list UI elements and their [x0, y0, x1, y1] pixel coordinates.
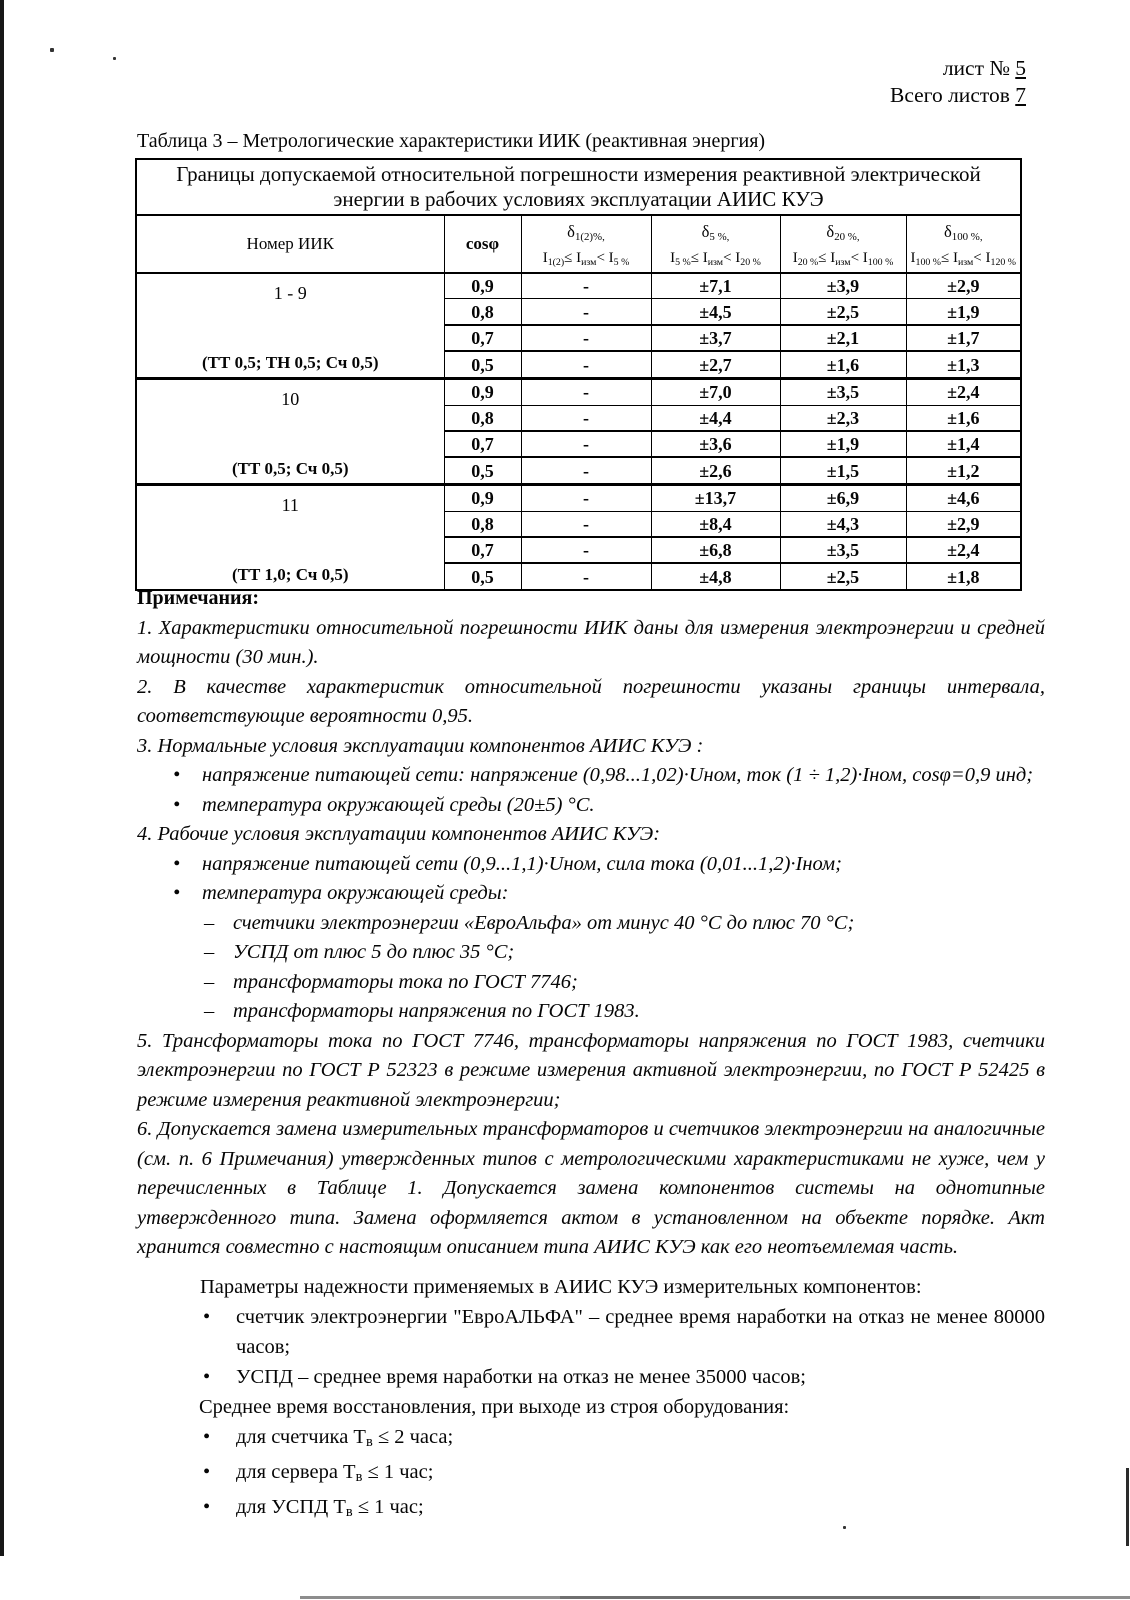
data-cell: 0,5 [444, 351, 521, 378]
data-cell: 0,8 [444, 511, 521, 537]
note-dash-text: счетчики электроэнергии «ЕвроАльфа» от минус 40 °С до плюс 70 °С; [233, 911, 855, 934]
col-header-iik-number: Номер ИИК [136, 215, 444, 273]
data-cell: ±1,9 [906, 299, 1021, 325]
col-header-delta-5 [651, 215, 780, 273]
recovery-bullet-text: для сервера $Т_в \le 1$ час; [236, 1460, 434, 1485]
metrology-table [135, 158, 1022, 591]
table-caption: Таблица 3 – Метрологические характеристики ИИК (реактивная энергия) [137, 130, 766, 152]
data-cell: ±7,0 [651, 379, 780, 406]
sheet-number-value: 5 [1015, 56, 1026, 80]
data-cell: ±6,8 [651, 537, 780, 564]
data-cell: ±1,6 [906, 405, 1021, 431]
table-merged-header-row [136, 159, 1021, 215]
iik-group-number: 11 [281, 495, 299, 515]
scan-speck [113, 57, 116, 60]
reliability-bullet-item [203, 1362, 1045, 1392]
delta-symbol: $\delta_{5 \%,}$ [701, 222, 730, 244]
scan-bottom-strip-dark [560, 1596, 980, 1599]
data-cell: - [521, 405, 651, 431]
data-cell: ±3,7 [651, 325, 780, 352]
data-cell: ±3,5 [780, 537, 906, 564]
note-paragraph-5: 5. Трансформаторы тока по ГОСТ 7746, трансформаторы напряжения по ГОСТ 1983, счетчики электроэнергии по ГОСТ Р 52323 в режиме измерения активной электроэнергии, по ГОСТ Р 52425 в режиме измерения реактивной электроэнергии; [137, 1029, 1045, 1111]
iik-group-number: 10 [281, 389, 300, 409]
current-range: $I_{1(2)}\le I_{изм}< I_{5 \%}$ [542, 249, 630, 268]
col-header-cos-phi: cosφ [444, 215, 521, 273]
recovery-bullet-text: для счетчика $Т_в \le 2$ часа; [236, 1426, 454, 1450]
data-cell: 0,9 [444, 273, 521, 299]
delta-symbol: $\delta_{1(2)\%,}$ [567, 222, 605, 244]
data-cell: ±1,3 [906, 351, 1021, 378]
notes-heading: Примечания: [137, 587, 260, 609]
table-merged-header: Границы допускаемой относительной погрешности измерения реактивной электрической энергии в рабочих условиях эксплуатации АИИС КУЭ [136, 159, 1021, 215]
note-paragraph-1: 1. Характеристики относительной погрешности ИИК даны для измерения электроэнергии и средней мощности (30 мин.). [137, 616, 1045, 668]
note-dash-text: УСПД от плюс 5 до плюс 35 °С; [233, 941, 515, 963]
reliability-intro: Параметры надежности применяемых в АИИС КУЭ измерительных компонентов: [200, 1276, 922, 1298]
dash-marker: – [204, 911, 215, 934]
note-dash-item [204, 938, 1045, 968]
data-cell: ±2,4 [906, 537, 1021, 564]
data-cell: 0,5 [444, 457, 521, 484]
sheet-number-line [890, 55, 1026, 82]
data-cell: ±3,5 [780, 379, 906, 406]
note-dash-item [204, 997, 1045, 1027]
recovery-bullet-item [203, 1492, 1045, 1527]
note-bullet-text: температура окружающей среды: [202, 882, 509, 904]
iik-group-10 [136, 379, 444, 485]
data-cell: 0,5 [444, 563, 521, 590]
reliability-bullet-text: счетчик электроэнергии "ЕвроАЛЬФА" – среднее время наработки на отказ не менее 80000 часов; [236, 1306, 1045, 1358]
table-row [136, 485, 1021, 512]
note-bullet-text: температура окружающей среды (20±5) °С. [202, 793, 595, 816]
iik-group-spec: (ТТ 0,5; Сч 0,5) [231, 459, 349, 478]
data-cell: - [521, 537, 651, 564]
data-cell: ±1,5 [780, 457, 906, 484]
data-cell: - [521, 299, 651, 325]
data-cell: ±8,4 [651, 511, 780, 537]
col-header-delta-100 [906, 215, 1021, 273]
table-column-header-row [136, 215, 1021, 273]
scan-edge-bar-right [1126, 1468, 1129, 1546]
bullet-marker: • [173, 882, 181, 904]
data-cell: ±1,2 [906, 457, 1021, 484]
note-paragraph-2: 2. В качестве характеристик относительной погрешности указаны границы интервала, соответствующие вероятности 0,95. [137, 675, 1045, 727]
dash-marker: – [204, 970, 215, 993]
note-bullet-text: напряжение питающей сети: напряжение (0,98...1,02)·Uном, ток (1 ÷ 1,2)·Iном, cosφ=0,9 инд; [202, 764, 1034, 786]
data-cell: - [521, 273, 651, 299]
recovery-heading: Среднее время восстановления, при выходе из строя оборудования: [199, 1396, 790, 1418]
bullet-marker: • [203, 1366, 211, 1388]
bullet-marker: • [203, 1426, 211, 1448]
data-cell: ±2,4 [906, 379, 1021, 406]
data-cell: 0,8 [444, 405, 521, 431]
note-bullet-item [173, 850, 1045, 880]
reliability-section [137, 1272, 1045, 1527]
data-cell: ±2,3 [780, 405, 906, 431]
data-cell: ±6,9 [780, 485, 906, 512]
current-range: $I_{20 \%}\le I_{изм}< I_{100 \%}$ [792, 249, 894, 268]
scan-edge-bar-left [0, 0, 4, 1556]
data-cell: ±2,1 [780, 325, 906, 352]
recovery-bullet-text: для УСПД $Т_в \le 1$ час; [236, 1495, 424, 1520]
data-cell: ±7,1 [651, 273, 780, 299]
col-header-delta-20 [780, 215, 906, 273]
iik-group-number: 1 - 9 [273, 283, 307, 303]
data-cell: ±3,9 [780, 273, 906, 299]
data-cell: ±1,9 [780, 431, 906, 458]
note-bullet-text: напряжение питающей сети (0,9...1,1)·Uном, сила тока (0,01...1,2)·Iном; [202, 852, 842, 875]
data-cell: 0,9 [444, 379, 521, 406]
reliability-bullet-item [203, 1302, 1045, 1362]
notes-section [137, 584, 1045, 1263]
total-sheets-line [890, 82, 1026, 109]
note-bullet-item [173, 879, 1045, 909]
iik-group-1-9 [136, 273, 444, 379]
note-paragraph-3: 3. Нормальные условия эксплуатации компонентов АИИС КУЭ : [137, 734, 704, 757]
data-cell: ±2,5 [780, 563, 906, 590]
bullet-marker: • [173, 852, 181, 875]
page-numbering [890, 55, 1026, 109]
data-cell: ±4,3 [780, 511, 906, 537]
data-cell: 0,7 [444, 537, 521, 564]
note-dash-item [204, 909, 1045, 939]
col-header-delta-1-2 [521, 215, 651, 273]
table-row [136, 273, 1021, 299]
note-paragraph-6: 6. Допускается замена измерительных трансформаторов и счетчиков электроэнергии на аналогичные (см. п. 6 Примечания) утвержденных типов с метрологическими характеристиками не хуже, чем у перечисленных в Таблице 1. Допускается замена компонентов системы на однотипные утвержденного типа. Замена оформляется актом в установленном на объекте порядке. Акт хранится совместно с настоящим описанием типа АИИС КУЭ как его неотъемлемая часть. [137, 1118, 1045, 1258]
delta-symbol: $\delta_{20 \%,}$ [826, 222, 860, 244]
data-cell: 0,8 [444, 299, 521, 325]
dash-marker: – [204, 941, 215, 963]
data-cell: ±3,6 [651, 431, 780, 458]
data-cell: ±2,9 [906, 273, 1021, 299]
bullet-marker: • [203, 1460, 211, 1483]
dash-marker: – [204, 1000, 215, 1022]
recovery-bullet-item [203, 1457, 1045, 1492]
data-cell: - [521, 485, 651, 512]
data-cell: - [521, 457, 651, 484]
data-cell: ±1,6 [780, 351, 906, 378]
note-dash-text: трансформаторы тока по ГОСТ 7746; [233, 970, 578, 993]
delta-symbol: $\delta_{100 \%,}$ [943, 222, 983, 244]
data-cell: ±4,8 [651, 563, 780, 590]
data-cell: - [521, 431, 651, 458]
data-cell: ±1,4 [906, 431, 1021, 458]
total-sheets-label: Всего листов [889, 83, 1016, 107]
data-cell: - [521, 379, 651, 406]
bullet-marker: • [203, 1495, 211, 1518]
data-cell: 0,7 [444, 431, 521, 458]
sheet-number-label: лист № [942, 56, 1016, 80]
recovery-bullet-item [203, 1422, 1045, 1457]
data-cell: ±13,7 [651, 485, 780, 512]
current-range: $I_{5 \%}\le I_{изм}< I_{20 \%}$ [670, 249, 761, 268]
data-cell: ±4,4 [651, 405, 780, 431]
data-cell: ±2,9 [906, 511, 1021, 537]
note-bullet-item [173, 761, 1045, 791]
note-dash-item [204, 968, 1045, 998]
data-cell: ±2,5 [780, 299, 906, 325]
data-cell: ±2,7 [651, 351, 780, 378]
data-cell: ±4,5 [651, 299, 780, 325]
data-cell: - [521, 511, 651, 537]
note-paragraph-4: 4. Рабочие условия эксплуатации компонентов АИИС КУЭ: [137, 823, 661, 845]
bullet-marker: • [173, 793, 181, 816]
note-bullet-item [173, 791, 1045, 821]
data-cell: - [521, 351, 651, 378]
bullet-marker: • [203, 1306, 211, 1328]
iik-group-spec: (ТТ 1,0; Сч 0,5) [231, 565, 349, 584]
data-cell: ±2,6 [651, 457, 780, 484]
scan-speck [50, 48, 54, 52]
bullet-marker: • [173, 764, 181, 786]
reliability-bullet-text: УСПД – среднее время наработки на отказ не менее 35000 часов; [236, 1366, 806, 1388]
table-row [136, 379, 1021, 406]
total-sheets-value: 7 [1015, 83, 1026, 107]
note-dash-text: трансформаторы напряжения по ГОСТ 1983. [233, 1000, 640, 1022]
data-cell: - [521, 325, 651, 352]
data-cell: - [521, 563, 651, 590]
data-cell: 0,7 [444, 325, 521, 352]
current-range: $I_{100 \%}\le I_{изм}< I_{120 \%}$ [910, 249, 1017, 268]
data-cell: ±1,8 [906, 563, 1021, 590]
data-cell: ±4,6 [906, 485, 1021, 512]
iik-group-11 [136, 485, 444, 591]
iik-group-spec: (ТТ 0,5; ТН 0,5; Сч 0,5) [201, 353, 379, 372]
data-cell: ±1,7 [906, 325, 1021, 352]
data-cell: 0,9 [444, 485, 521, 512]
